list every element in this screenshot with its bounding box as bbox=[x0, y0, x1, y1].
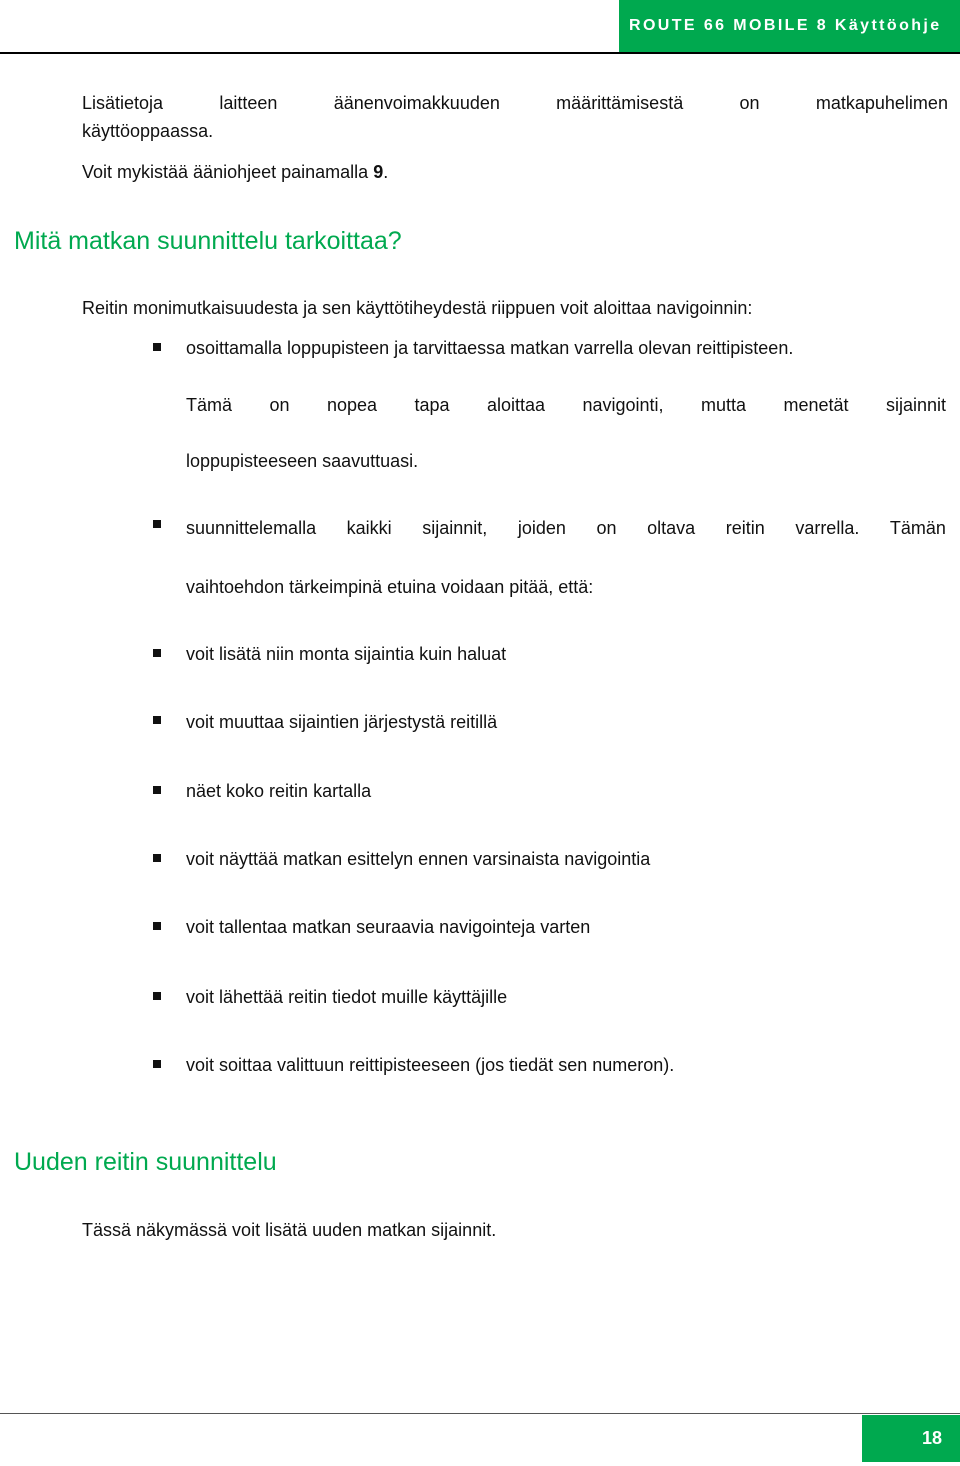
bullet-marker bbox=[153, 649, 161, 657]
bullet-2-word: Tämän bbox=[889, 518, 946, 538]
bullet-marker bbox=[153, 1060, 161, 1068]
header-divider bbox=[0, 52, 960, 54]
bullet-1-word: navigointi, bbox=[582, 395, 664, 415]
mute-instruction bbox=[82, 158, 388, 186]
mute-key: 9 bbox=[373, 162, 384, 182]
section-heading-new-route: Uuden reitin suunnittelu bbox=[14, 1148, 277, 1176]
bullet-2-word: oltava bbox=[647, 518, 696, 538]
bullet-2-line-2: vaihtoehdon tärkeimpinä etuina voidaan pitää, että: bbox=[186, 577, 594, 597]
benefit-item: voit soittaa valittuun reittipisteeseen (jos tiedät sen numeron). bbox=[186, 1055, 675, 1075]
intro-word: äänenvoimakkuuden bbox=[333, 93, 500, 113]
bullet-1-line-1: osoittamalla loppupisteen ja tarvittaessa matkan varrella olevan reittipisteen. bbox=[186, 338, 794, 358]
section-heading-trip-planning: Mitä matkan suunnittelu tarkoittaa? bbox=[14, 227, 402, 255]
bullet-2-word: sijainnit, bbox=[422, 518, 488, 538]
page-number-box bbox=[862, 1415, 960, 1462]
bullet-1-word: sijainnit bbox=[885, 395, 946, 415]
intro-word: laitteen bbox=[219, 93, 278, 113]
footer-divider bbox=[0, 1413, 960, 1414]
header-title: ROUTE 66 MOBILE 8 Käyttöohje bbox=[629, 17, 942, 34]
bullet-marker bbox=[153, 343, 161, 351]
intro-word: on bbox=[739, 93, 760, 113]
benefit-item: voit lisätä niin monta sijaintia kuin haluat bbox=[186, 644, 507, 664]
bullet-1-word: menetät bbox=[783, 395, 849, 415]
intro-line-1 bbox=[82, 89, 948, 117]
benefit-item: voit lähettää reitin tiedot muille käyttäjille bbox=[186, 987, 508, 1007]
bullet-1-word: Tämä bbox=[186, 395, 233, 415]
bullet-2-line-1 bbox=[186, 514, 946, 542]
bullet-marker bbox=[153, 992, 161, 1000]
bullet-1-word: mutta bbox=[700, 395, 747, 415]
intro-word: matkapuhelimen bbox=[815, 93, 948, 113]
intro-word: Lisätietoja bbox=[82, 93, 164, 113]
bullet-1-word: aloittaa bbox=[486, 395, 546, 415]
bullet-2-word: varrella. bbox=[795, 518, 860, 538]
section-lead: Reitin monimutkaisuudesta ja sen käyttötiheydestä riippuen voit aloittaa navigoinnin: bbox=[82, 298, 753, 318]
mute-suffix: . bbox=[383, 162, 389, 182]
bullet-2-word: reitin bbox=[725, 518, 765, 538]
bullet-2-word: suunnittelemalla bbox=[186, 518, 317, 538]
bullet-2-word: kaikki bbox=[346, 518, 392, 538]
header-title-box bbox=[619, 0, 960, 52]
bullet-1-word: on bbox=[269, 395, 290, 415]
bullet-marker bbox=[153, 854, 161, 862]
benefit-item: voit tallentaa matkan seuraavia navigointeja varten bbox=[186, 917, 591, 937]
bullet-1-line-3: loppupisteeseen saavuttuasi. bbox=[186, 451, 419, 471]
bullet-marker bbox=[153, 520, 161, 528]
bullet-marker bbox=[153, 922, 161, 930]
bullet-2-word: on bbox=[596, 518, 617, 538]
bullet-1-line-2 bbox=[186, 391, 946, 419]
bullet-marker bbox=[153, 716, 161, 724]
benefit-item: voit muuttaa sijaintien järjestystä reitillä bbox=[186, 712, 498, 732]
bullet-1-word: tapa bbox=[414, 395, 450, 415]
page-number: 18 bbox=[921, 1428, 942, 1448]
benefit-item: voit näyttää matkan esittelyn ennen varsinaista navigointia bbox=[186, 849, 651, 869]
intro-paragraph bbox=[82, 89, 948, 145]
benefit-item: näet koko reitin kartalla bbox=[186, 781, 372, 801]
intro-word: määrittämisestä bbox=[556, 93, 684, 113]
intro-line-2: käyttöoppaassa. bbox=[82, 121, 214, 141]
bullet-marker bbox=[153, 786, 161, 794]
bullet-2-word: joiden bbox=[517, 518, 566, 538]
mute-prefix: Voit mykistää ääniohjeet painamalla bbox=[82, 162, 374, 182]
section-2-text: Tässä näkymässä voit lisätä uuden matkan sijainnit. bbox=[82, 1220, 497, 1240]
bullet-1-word: nopea bbox=[326, 395, 378, 415]
